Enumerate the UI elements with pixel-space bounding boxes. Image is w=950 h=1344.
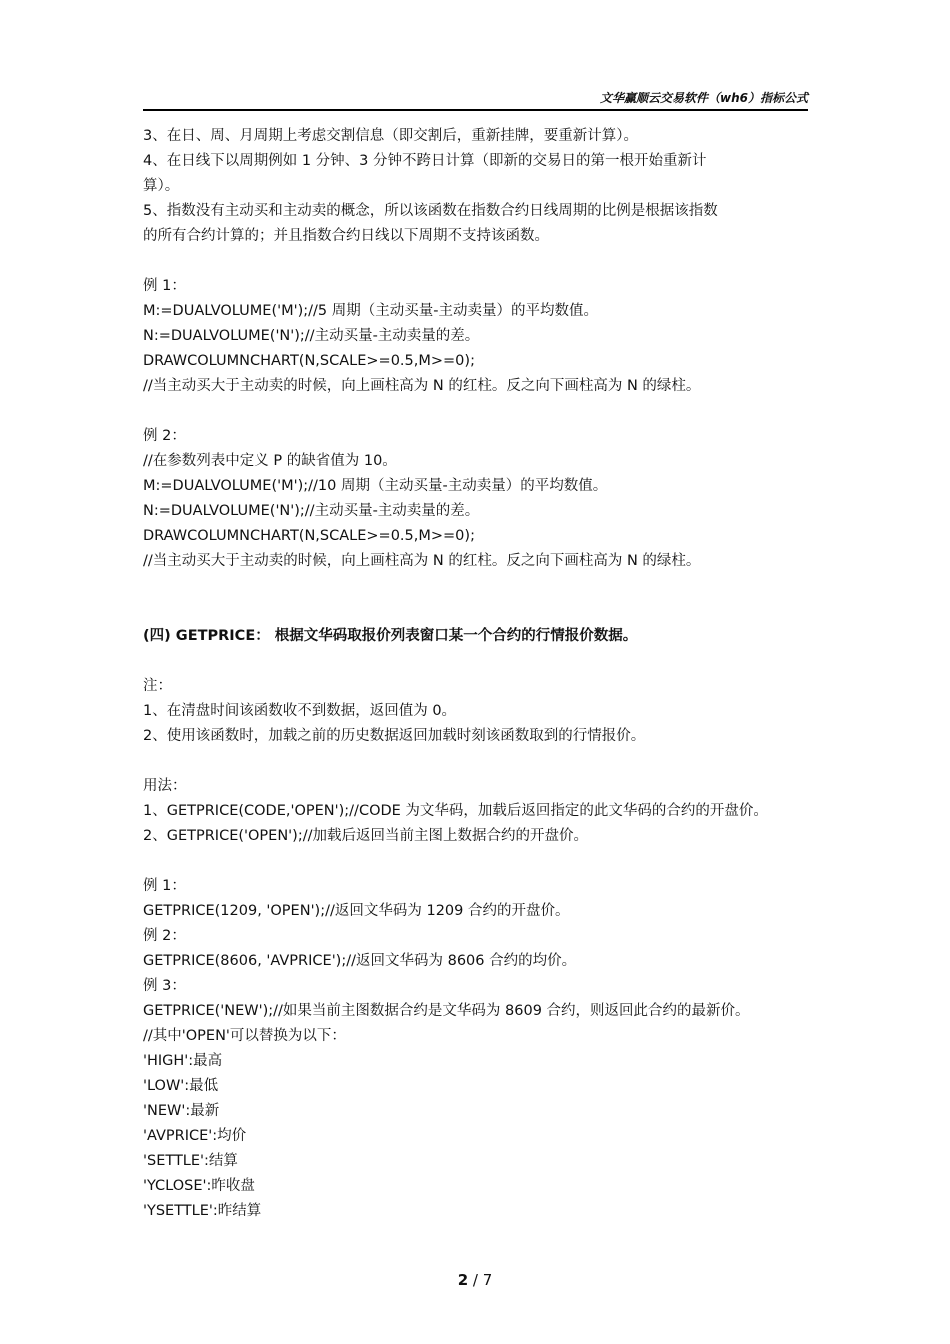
code-line: GETPRICE(1209, 'OPEN');//返回文华码为 1209 合约的开盘价。 bbox=[143, 903, 570, 919]
code-comment: //当主动买大于主动卖的时候，向上画柱高为 N 的红柱。反之向下画柱高为 N 的绿柱。 bbox=[143, 378, 701, 394]
example-1-label: 例 1： bbox=[143, 878, 186, 894]
option-item: 'SETTLE':结算 bbox=[143, 1153, 238, 1169]
spacer bbox=[143, 649, 813, 674]
code-comment: //在参数列表中定义 P 的缺省值为 10。 bbox=[143, 453, 397, 469]
note-item: 2、使用该函数时，加载之前的历史数据返回加载时刻该函数取到的行情报价。 bbox=[143, 728, 646, 744]
note-4: 4、在日线下以周期例如 1 分钟、3 分钟不跨日计算（即新的交易日的第一根开始重新计 bbox=[143, 153, 707, 169]
page-number bbox=[0, 1270, 950, 1290]
total-pages: 7 bbox=[482, 1271, 493, 1289]
spacer bbox=[143, 249, 813, 274]
note-5: 5、指数没有主动买和主动卖的概念，所以该函数在指数合约日线周期的比例是根据该指数 bbox=[143, 203, 718, 219]
code-line: M:=DUALVOLUME('M');//5 周期（主动买量-主动卖量）的平均数值。 bbox=[143, 303, 598, 319]
code-comment: //其中'OPEN'可以替换为以下： bbox=[143, 1028, 346, 1044]
option-item: 'YCLOSE':昨收盘 bbox=[143, 1178, 255, 1194]
note-3: 3、在日、周、月周期上考虑交割信息（即交割后，重新挂牌，要重新计算）。 bbox=[143, 128, 638, 144]
note-item: 1、在清盘时间该函数收不到数据，返回值为 0。 bbox=[143, 703, 457, 719]
notes-label: 注： bbox=[143, 678, 172, 694]
usage-item: 1、GETPRICE(CODE,'OPEN');//CODE 为文华码，加载后返回指定的此文华码的合约的开盘价。 bbox=[143, 803, 768, 819]
option-item: 'AVPRICE':均价 bbox=[143, 1128, 247, 1144]
section-heading-getprice: (四) GETPRICE： 根据文华码取报价列表窗口某一个合约的行情报价数据。 bbox=[143, 628, 638, 644]
page-header bbox=[143, 90, 808, 111]
code-comment: //当主动买大于主动卖的时候，向上画柱高为 N 的红柱。反之向下画柱高为 N 的绿柱。 bbox=[143, 553, 701, 569]
code-line: N:=DUALVOLUME('N');//主动买量-主动卖量的差。 bbox=[143, 328, 480, 344]
code-line: DRAWCOLUMNCHART(N,SCALE>=0.5,M>=0); bbox=[143, 528, 475, 544]
option-item: 'NEW':最新 bbox=[143, 1103, 220, 1119]
code-line: N:=DUALVOLUME('N');//主动买量-主动卖量的差。 bbox=[143, 503, 480, 519]
example-2-label: 例 2： bbox=[143, 428, 186, 444]
example-1-label: 例 1： bbox=[143, 278, 186, 294]
code-line: M:=DUALVOLUME('M');//10 周期（主动买量-主动卖量）的平均数值。 bbox=[143, 478, 608, 494]
code-line: GETPRICE(8606, 'AVPRICE');//返回文华码为 8606 合约的均价。 bbox=[143, 953, 577, 969]
option-item: 'LOW':最低 bbox=[143, 1078, 219, 1094]
spacer bbox=[143, 574, 813, 599]
option-item: 'HIGH':最高 bbox=[143, 1053, 223, 1069]
spacer bbox=[143, 849, 813, 874]
spacer bbox=[143, 399, 813, 424]
current-page: 2 bbox=[457, 1271, 469, 1289]
code-line: DRAWCOLUMNCHART(N,SCALE>=0.5,M>=0); bbox=[143, 353, 475, 369]
spacer bbox=[143, 599, 813, 624]
example-2-label: 例 2： bbox=[143, 928, 186, 944]
code-line: GETPRICE('NEW');//如果当前主图数据合约是文华码为 8609 合约，则返回此合约的最新价。 bbox=[143, 1003, 750, 1019]
page-separator: / bbox=[468, 1271, 483, 1289]
header-title: 文华赢顺云交易软件（wh6）指标公式 bbox=[600, 91, 808, 105]
usage-item: 2、GETPRICE('OPEN');//加载后返回当前主图上数据合约的开盘价。 bbox=[143, 828, 588, 844]
spacer bbox=[143, 749, 813, 774]
document-body bbox=[143, 124, 813, 1224]
option-item: 'YSETTLE':昨结算 bbox=[143, 1203, 262, 1219]
usage-label: 用法： bbox=[143, 778, 187, 794]
note-4-cont: 算）。 bbox=[143, 178, 180, 194]
example-3-label: 例 3： bbox=[143, 978, 186, 994]
note-5-cont: 的所有合约计算的；并且指数合约日线以下周期不支持该函数。 bbox=[143, 228, 549, 244]
